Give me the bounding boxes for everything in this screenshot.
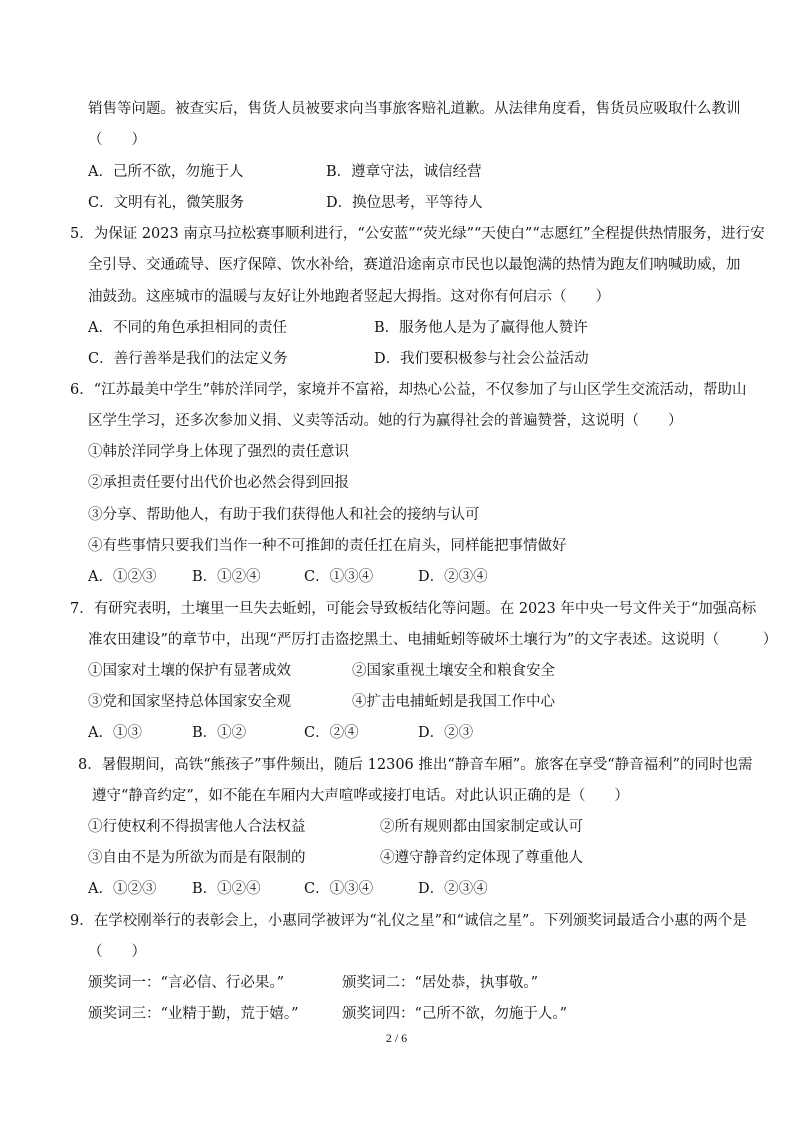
q4-answer-paren: （ ） (88, 132, 146, 148)
q7-statement-1: ①国家对土壤的保护有显著成效 (88, 663, 291, 679)
q8-option-d: D．②③④ (418, 881, 488, 897)
q4-option-c: C．文明有礼，微笑服务 (88, 195, 245, 211)
q8-statement-3: ③自由不是为所欲为而是有限制的 (88, 850, 306, 866)
q8-option-b: B．①②④ (192, 881, 261, 897)
q6-stem-line-1: 6．“江苏最美中学生”韩於洋同学，家境并不富裕，却热心公益，不仅参加了与山区学生交流活动，帮助山 (70, 382, 747, 398)
q6-statement-3: ③分享、帮助他人，有助于我们获得他人和社会的接纳与认可 (88, 507, 480, 523)
q7-stem-line-1: 7．有研究表明，土壤里一旦失去蚯蚓，可能会导致板结化等问题。在 2023 年中央一号文件关于“加强高标 (70, 601, 757, 617)
q7-option-c: C．②④ (304, 725, 359, 741)
q6-option-d: D．②③④ (418, 569, 488, 585)
q9-answer-paren: （ ） (88, 944, 146, 960)
q4-stem-continuation: 销售等问题。被查实后，售货人员被要求向当事旅客赔礼道歉。从法律角度看，售货员应吸取什么教训 (88, 101, 741, 117)
q6-stem-line-2: 区学生学习，还多次参加义捐、义卖等活动。她的行为赢得社会的普遍赞誉，这说明（ ） (88, 413, 683, 429)
q6-option-c: C．①③④ (304, 569, 374, 585)
q6-option-a: A．①②③ (88, 569, 157, 585)
q8-option-c: C．①③④ (304, 881, 374, 897)
q8-stem-line-1: 8．暑假期间，高铁“熊孩子”事件频出，随后 12306 推出“静音车厢”。旅客在享受“静音福利”的同时也需 (78, 757, 753, 773)
q5-option-d: D．我们要积极参与社会公益活动 (374, 351, 589, 367)
q8-option-a: A．①②③ (88, 881, 157, 897)
q5-stem-line-1: 5．为保证 2023 南京马拉松赛事顺利进行，“公安蓝”“荧光绿”“天使白”“志愿红”全程提供热情服务，进行安 (70, 226, 765, 242)
q7-option-a: A．①③ (88, 725, 142, 741)
q8-statement-2: ②所有规则都由国家制定或认可 (380, 819, 583, 835)
q5-stem-line-3: 油鼓劲。这座城市的温暖与友好让外地跑者竖起大拇指。这对你有何启示（ ） (88, 289, 610, 305)
q6-statement-1: ①韩於洋同学身上体现了强烈的责任意识 (88, 444, 349, 460)
q5-option-a: A．不同的角色承担相同的责任 (88, 320, 287, 336)
q9-award-phrase-4: 颁奖词四：“己所不欲，勿施于人。” (342, 1006, 568, 1022)
q7-stem-line-2: 准农田建设”的章节中，出现“严厉打击盗挖黑土、电捕蚯蚓等破坏土壤行为”的文字表述。这说明（ ） (88, 632, 778, 648)
q6-option-b: B．①②④ (192, 569, 261, 585)
q9-award-phrase-2: 颁奖词二：“居处恭，执事敬。” (342, 975, 539, 991)
q8-statement-4: ④遵守静音约定体现了尊重他人 (380, 850, 583, 866)
q5-stem-line-2: 全引导、交通疏导、医疗保障、饮水补给，赛道沿途南京市民也以最饱满的热情为跑友们呐喊助威，加 (88, 257, 741, 273)
q9-stem-line-1: 9．在学校刚举行的表彰会上，小惠同学被评为“礼仪之星”和“诚信之星”。下列颁奖词最适合小惠的两个是 (70, 913, 747, 929)
q7-option-b: B．①② (192, 725, 247, 741)
q7-statement-2: ②国家重视土壤安全和粮食安全 (352, 663, 555, 679)
q4-option-d: D．换位思考，平等待人 (326, 195, 483, 211)
q5-option-b: B．服务他人是为了赢得他人赞许 (374, 320, 588, 336)
q6-statement-4: ④有些事情只要我们当作一种不可推卸的责任扛在肩头，同样能把事情做好 (88, 538, 567, 554)
q5-option-c: C．善行善举是我们的法定义务 (88, 351, 288, 367)
q7-option-d: D．②③ (418, 725, 474, 741)
q8-stem-line-2: 遵守“静音约定”，如不能在车厢内大声喧哗或接打电话。对此认识正确的是（ ） (92, 788, 629, 804)
page-number: 2 / 6 (385, 1031, 408, 1045)
q7-statement-4: ④扩击电捕蚯蚓是我国工作中心 (352, 694, 555, 710)
q7-statement-3: ③党和国家坚持总体国家安全观 (88, 694, 291, 710)
q6-statement-2: ②承担责任要付出代价也必然会得到回报 (88, 475, 349, 491)
q4-option-b: B．遵章守法，诚信经营 (326, 164, 482, 180)
q8-statement-1: ①行使权利不得损害他人合法权益 (88, 819, 306, 835)
q9-award-phrase-3: 颁奖词三：“业精于勤，荒于嬉。” (88, 1006, 299, 1022)
q4-option-a: A．己所不欲，勿施于人 (88, 164, 244, 180)
q9-award-phrase-1: 颁奖词一：“言必信、行必果。” (88, 975, 285, 991)
